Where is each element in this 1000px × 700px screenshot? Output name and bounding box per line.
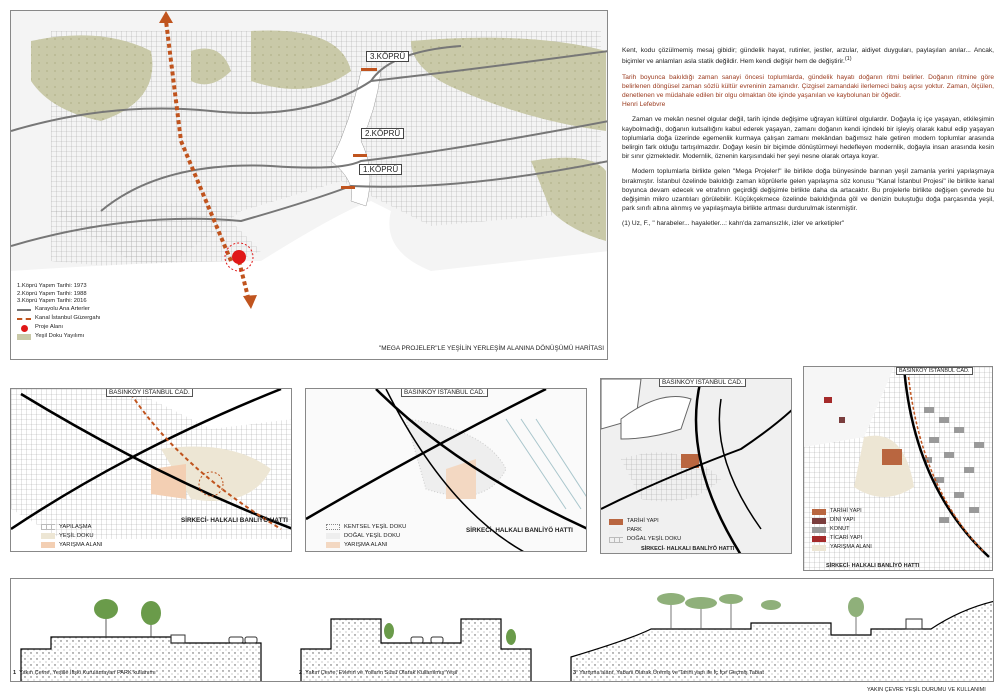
legend-green <box>17 333 100 342</box>
diag2-road-label: BASINKÖY İSTANBUL CAD. <box>401 388 488 397</box>
diag2-legend <box>326 522 406 549</box>
diag3-legend-3 <box>609 535 681 544</box>
diag2-sw-1 <box>326 524 340 530</box>
section-1-caption <box>13 670 156 676</box>
sections-svg <box>11 579 994 682</box>
diag1-rail-label: SİRKECİ- HALKALI BANLİYÖ HATTI <box>181 517 288 524</box>
bridge-label-1: 1.KÖPRÜ <box>359 164 402 175</box>
diagram-1 <box>10 388 292 552</box>
diagram-3 <box>600 378 792 554</box>
sections-footer: YAKIN ÇEVRE YEŞİL DURUMU VE KULLANIMI <box>867 687 986 693</box>
diag4-sw-4 <box>812 536 826 542</box>
section-3 <box>571 593 994 682</box>
intro-text: Kent, kodu çözülmemiş mesaj gibidir; gündelik hayat, rutinler, jestler, arzular, aidiyet duyguları, paylaşılan anılar... Ancak, biçimler ve anlamları asla statik değildir. Hem kendi değişir hem de değiştirir. <box>622 47 994 66</box>
diag1-sw-2 <box>41 533 55 539</box>
project-swatch <box>21 325 28 332</box>
section-2-caption-text: Yakın Çevre, Evlerin ve Yolların Süsü Olarak Kullanılmış Yeşil <box>305 670 458 676</box>
diag1-legend-2-label: YEŞİL DOKU <box>59 532 94 539</box>
diag3-legend-1-label: TARİHİ YAPI <box>627 517 659 524</box>
sections-strip <box>10 578 994 682</box>
legend-year-2: 2.Köprü Yapım Tarihi: 1988 <box>17 290 87 297</box>
diag3-legend-2 <box>609 526 681 535</box>
diag3-sw-3 <box>609 537 623 543</box>
diag4-legend <box>812 507 872 552</box>
diag3-road-label: BASINKÖY İSTANBUL CAD. <box>659 378 746 387</box>
diag4-sw-3 <box>812 527 826 533</box>
map-svg <box>11 11 608 360</box>
diag1-road-label: BASINKÖY İSTANBUL CAD. <box>106 388 193 397</box>
section-1-caption-text: Yakın Çevre, Yeşille İlişki Kurulamayan PARK kullanımı <box>19 670 156 676</box>
diag1-legend-1 <box>41 522 102 531</box>
legend-year-1: 1.Köprü Yapım Tarihi: 1973 <box>17 283 87 289</box>
section-3-caption-text: Yarışma alanı, Yabani Olarak Üremiş ve Tarihi yapı ile İç İçe Geçmiş Tabiat <box>579 670 764 676</box>
bridge-label-3: 3.KÖPRÜ <box>366 51 409 62</box>
diag3-legend-1 <box>609 517 681 526</box>
diag2-rail-label: SİRKECİ- HALKALI BANLİYÖ HATTI <box>466 527 573 534</box>
intro-paragraph <box>622 46 994 67</box>
diag1-legend-2 <box>41 531 102 540</box>
diag1-legend-3-label: YARIŞMA ALANI <box>59 541 103 548</box>
legend-roads <box>17 306 100 315</box>
diag1-legend <box>41 522 102 549</box>
body-paragraph-2: Modern toplumlarla birlikte gelen "Mega Projeler!" ile birlikte doğa bünyesinde barınan yeşil zamanla yerini yapılaşmaya bırakmıştır. İstanbul özelinde bakıldığı zaman köprülerle gelen yapılaşma söz konusu "Kanal İstanbul Projesi" ile birlikte kanal boyunca devam edecek ve etrafının geçirdiği değişimle birlikte daha da artacaktır. Bu projelerle birlikte değişen çevrede bu değişimin mikro uzantıları görülebilir. Küçükçekmece özelinde bakıldığında göl ve denizin buluştuğu doğa parçasında yeşil, park sınıfı altına alınmış ve yapılaşmayla birlikte artması durdurulmak istenmiştir. <box>622 168 994 213</box>
intro-sup: (1) <box>844 56 852 63</box>
diag2-legend-1 <box>326 522 406 531</box>
section-2-caption <box>299 670 457 676</box>
diag4-legend-3 <box>812 525 872 534</box>
diag4-rail-label: SİRKECİ- HALKALI BANLİYÖ HATTI <box>826 563 920 569</box>
diag4-legend-5 <box>812 543 872 552</box>
section-1-number: 1 <box>13 670 17 676</box>
diag2-legend-2 <box>326 531 406 540</box>
diag3-legend-2-label: PARK <box>627 526 642 533</box>
diag2-sw-2 <box>326 533 340 539</box>
legend-canal <box>17 315 100 324</box>
diag4-legend-2-label: DİNİ YAPI <box>830 516 855 523</box>
main-map <box>10 10 608 360</box>
legend-year-3: 3.Köprü Yapım Tarihi: 2016 <box>17 298 87 304</box>
diag1-legend-1-label: YAPILAŞMA <box>59 523 92 530</box>
diag3-sw-1 <box>609 519 623 525</box>
diag1-legend-3 <box>41 540 102 549</box>
legend-project <box>17 324 100 333</box>
diag3-rail-label: SİRKECİ- HALKALI BANLİYÖ HATTI <box>641 546 735 552</box>
section-3-caption <box>573 670 764 676</box>
diag4-legend-4 <box>812 534 872 543</box>
legend-roads-label: Karayolu Ana Arterler <box>35 306 90 313</box>
diag2-legend-1-label: KENTSEL YEŞİL DOKU <box>344 523 407 530</box>
diag2-legend-3 <box>326 540 406 549</box>
body-paragraph-1: Zaman ve mekân nesnel olgular değil, tarih içinde değişime uğrayan kültürel olgulardır. Doğayla iç içe yaşayan, etkileşimin kaybolmadığı, doğanın kutsallığını kabul ederek yaşayan, zamanı doğanın kendi içindeki bir işleyiş olarak kabul edip yaşayan toplumlarla doğa üzerinde egemenlik kurmaya çalışan zamanı mekândan bağımsız hale getiren modern toplumlar arasında belirgin fark olduğu tartışılmazdır. Doğayı kesin bir biçimde dönüştürmeyi hedefleyen modernlik, doğayla insan arasında kesin bir sınır çizmektedir. Modernlik, öznenin karşısındaki her şeyi nesne olarak ortaya koyar. <box>622 116 994 161</box>
road-swatch <box>17 309 31 311</box>
diag1-sw-3 <box>41 542 55 548</box>
bridge-label-2: 2.KÖPRÜ <box>361 128 404 139</box>
diag3-legend <box>609 517 681 544</box>
green-swatch <box>17 334 31 340</box>
diag2-sw-3 <box>326 542 340 548</box>
legend-green-label: Yeşil Doku Yayılımı <box>35 333 85 340</box>
map-legend <box>17 283 100 342</box>
diag4-sw-1 <box>812 509 826 515</box>
diag2-legend-3-label: YARIŞMA ALANI <box>344 541 388 548</box>
diag2-legend-2-label: DOĞAL YEŞİL DOKU <box>344 532 401 539</box>
diag4-legend-4-label: TİCARİ YAPI <box>830 534 863 541</box>
diagram-4 <box>803 366 993 571</box>
diag4-legend-2 <box>812 516 872 525</box>
footnote: (1) Uz, F., " harabeler... hayaletler...: kahn'da zamansızlık, izler ve arketipler" <box>622 220 845 228</box>
diag3-sw-2 <box>609 528 623 534</box>
diag4-legend-1 <box>812 507 872 516</box>
map-title: "MEGA PROJELER"LE YEŞİLİN YERLEŞİM ALANINA DÖNÜŞÜMÜ HARİTASI <box>379 345 605 352</box>
quote-author: Henri Lefebvre <box>622 101 666 109</box>
diag4-sw-2 <box>812 518 826 524</box>
project-area-dot <box>232 250 246 264</box>
quote-paragraph: Tarih boyunca bakıldığı zaman sanayi öncesi toplumlarda, gündelik hayatı doğanın ritmi belirler. Doğanın ritmine göre belirlenen döngüsel zaman sözlü kültür evreninin zamanıdır. Çizgisel zamandaki ilerlemeci bakış açısı yoktur. Zaman, ölçülen, denetlenen ve müdahale edilen bir olgu olmaktan öte içinde yaşanılan ve kaybolunan bir öğedir. <box>622 73 994 99</box>
canal-swatch <box>17 318 31 320</box>
diag4-legend-3-label: KONUT <box>830 525 850 532</box>
section-3-number: 3 <box>573 670 577 676</box>
diag4-legend-1-label: TARİHİ YAPI <box>830 507 862 514</box>
diag4-road-label: BASINKÖY İSTANBUL CAD. <box>896 367 973 375</box>
section-2-number: 2 <box>299 670 303 676</box>
text-column <box>622 46 994 235</box>
legend-canal-label: Kanal İstanbul Güzergahı <box>35 315 101 322</box>
diag1-sw-1 <box>41 524 55 530</box>
diag4-sw-5 <box>812 545 826 551</box>
diagram-2 <box>305 388 587 552</box>
legend-project-label: Proje Alanı <box>35 324 64 331</box>
diag4-legend-5-label: YARIŞMA ALANI <box>830 543 872 550</box>
diag3-legend-3-label: DOĞAL YEŞİL DOKU <box>627 535 682 542</box>
